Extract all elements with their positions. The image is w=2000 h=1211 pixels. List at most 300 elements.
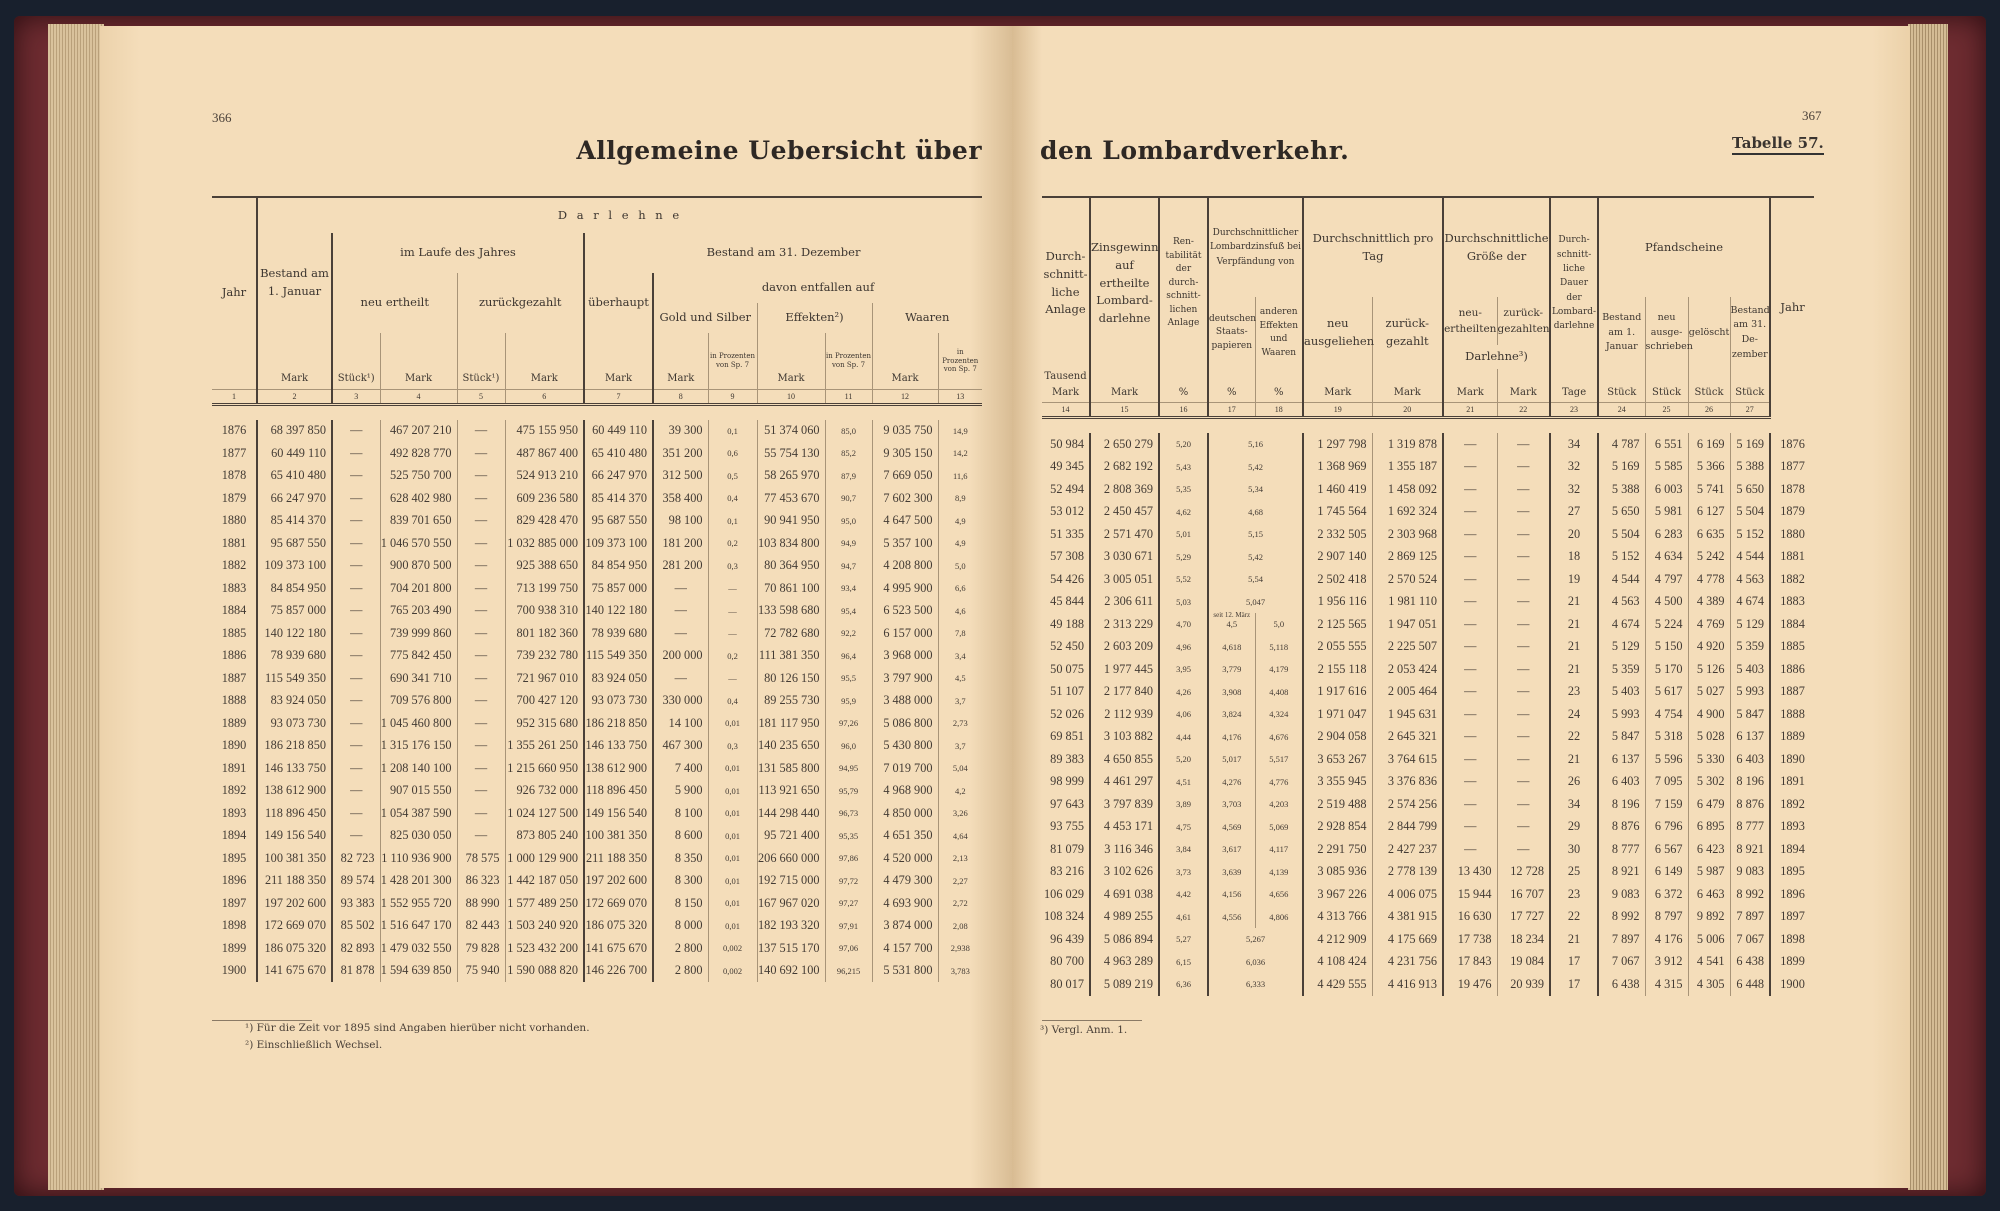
table-row <box>1042 636 1814 659</box>
value-cell: — <box>457 555 505 578</box>
value-cell <box>1598 726 1645 749</box>
table-row <box>212 510 982 533</box>
value-text: 1885 <box>1780 639 1805 654</box>
value-cell: — <box>708 622 757 645</box>
value-text: 4 541 <box>1696 954 1725 969</box>
value-cell <box>1688 928 1730 951</box>
column-number: 25 <box>1645 403 1688 418</box>
value-cell: 78 939 680 <box>257 645 332 668</box>
value-text: 19 476 <box>1457 976 1492 991</box>
value-cell: 1 054 387 590 <box>380 802 457 825</box>
value-cell: 4,64 <box>952 830 968 841</box>
value-cell <box>1208 523 1303 546</box>
value-text: 5 302 <box>1696 774 1725 789</box>
value-cell: 103 834 800 <box>757 532 825 555</box>
year-cell: 1879 <box>212 487 257 510</box>
value-cell: 93,4 <box>825 577 872 600</box>
value-cell <box>1497 456 1550 479</box>
value-cell <box>1688 681 1730 704</box>
value-cell <box>1090 658 1159 681</box>
value-text: 69 851 <box>1050 729 1084 744</box>
table-row <box>1042 906 1814 929</box>
value-text: 2 005 464 <box>1387 684 1438 699</box>
value-cell: 115 549 350 <box>257 667 332 690</box>
value-cell <box>1598 906 1645 929</box>
unit-mark: Mark <box>653 333 708 389</box>
header-im-laufe: im Laufe des Jahres <box>332 233 584 273</box>
year-cell: 1892 <box>212 780 257 803</box>
value-text: 4 500 <box>1654 594 1683 609</box>
value-text: 4,556 <box>1222 911 1242 922</box>
value-cell: — <box>457 577 505 600</box>
value-cell <box>1208 928 1303 951</box>
value-cell <box>1090 613 1159 636</box>
year-cell <box>1770 501 1814 524</box>
value-text: 4,62 <box>1176 506 1191 517</box>
value-text: — <box>1517 436 1530 451</box>
value-cell <box>1497 658 1550 681</box>
value-text: 2 225 507 <box>1387 639 1438 654</box>
value-text: — <box>1517 774 1530 789</box>
year-cell <box>1770 658 1814 681</box>
year-cell: 1889 <box>212 712 257 735</box>
value-cell: 1 046 570 550 <box>380 532 457 555</box>
year-cell <box>1770 771 1814 794</box>
value-cell: 72 782 680 <box>757 622 825 645</box>
value-cell: — <box>332 622 380 645</box>
value-text: 2 844 799 <box>1387 819 1438 834</box>
table-row <box>212 825 982 848</box>
value-text: 4,51 <box>1176 776 1191 787</box>
year-cell <box>1770 433 1814 456</box>
value-text: — <box>1464 706 1477 721</box>
value-text: 2 778 139 <box>1387 864 1438 879</box>
value-cell: 66 247 970 <box>584 465 653 488</box>
value-text: 1894 <box>1780 841 1805 856</box>
value-cell: 94,7 <box>825 555 872 578</box>
column-number: 17 <box>1208 403 1255 418</box>
unit-label: Stück <box>1730 369 1770 403</box>
value-text: 23 <box>1567 886 1581 901</box>
page-edges-left <box>48 24 104 1190</box>
value-cell <box>1303 726 1372 749</box>
value-cell: 109 373 100 <box>257 555 332 578</box>
value-cell <box>1303 793 1372 816</box>
value-text: 4,676 <box>1269 731 1289 742</box>
value-cell <box>1497 928 1550 951</box>
value-text: — <box>1464 504 1477 519</box>
value-text: 3 764 615 <box>1387 751 1438 766</box>
value-cell: — <box>332 600 380 623</box>
value-text: 5,20 <box>1176 754 1191 765</box>
value-cell <box>1443 546 1497 569</box>
value-text: 96 439 <box>1050 931 1084 946</box>
value-text: 5 847 <box>1736 706 1765 721</box>
value-cell <box>1159 681 1208 704</box>
value-cell: 5 357 100 <box>872 532 938 555</box>
value-cell <box>1598 681 1645 704</box>
value-cell: 89 255 730 <box>757 690 825 713</box>
value-text: 8 992 <box>1611 909 1640 924</box>
value-cell <box>1255 636 1303 659</box>
column-number: 27 <box>1730 403 1770 418</box>
value-cell <box>1303 816 1372 839</box>
value-cell: 192 715 000 <box>757 870 825 893</box>
year-cell <box>1770 546 1814 569</box>
value-cell <box>1730 973 1770 996</box>
column-number: 26 <box>1688 403 1730 418</box>
value-cell <box>1090 838 1159 861</box>
value-cell: 825 030 050 <box>380 825 457 848</box>
value-cell <box>1598 658 1645 681</box>
header-anlage: Durch-schnitt-liche Anlage <box>1042 197 1090 369</box>
value-text: 3,639 <box>1222 866 1242 877</box>
value-text: — <box>1517 526 1530 541</box>
table-row <box>212 645 982 668</box>
value-text: 1890 <box>1780 751 1805 766</box>
page-number-right: 367 <box>1802 108 1822 123</box>
value-text: 2 570 524 <box>1387 571 1438 586</box>
value-cell <box>1372 838 1443 861</box>
year-cell: 1898 <box>212 915 257 938</box>
value-cell <box>1042 906 1090 929</box>
value-cell <box>1443 523 1497 546</box>
value-cell <box>1255 703 1303 726</box>
value-cell <box>1598 501 1645 524</box>
header-pfand-geloescht: gelöscht <box>1688 297 1730 369</box>
value-cell: — <box>332 802 380 825</box>
value-cell: — <box>332 532 380 555</box>
value-text: 12 728 <box>1510 864 1545 879</box>
year-cell <box>1770 636 1814 659</box>
header-bestand-31dez: Bestand am 31. Dezember <box>706 245 861 260</box>
value-cell: — <box>457 532 505 555</box>
value-cell: 765 203 490 <box>380 600 457 623</box>
value-cell: 149 156 540 <box>257 825 332 848</box>
value-cell <box>1645 501 1688 524</box>
value-text: — <box>1464 459 1477 474</box>
value-cell <box>1208 433 1303 456</box>
value-cell <box>1598 951 1645 974</box>
value-cell: 0,5 <box>708 465 757 488</box>
value-text: 5 359 <box>1611 661 1640 676</box>
value-text: — <box>1517 639 1530 654</box>
year-cell <box>1770 883 1814 906</box>
value-text: 5,42 <box>1248 551 1263 562</box>
value-text: 6,36 <box>1176 979 1191 990</box>
value-cell: 92,2 <box>825 622 872 645</box>
value-cell: 90,7 <box>825 487 872 510</box>
value-cell <box>1688 568 1730 591</box>
value-cell <box>1372 883 1443 906</box>
value-cell: 4,6 <box>954 605 966 616</box>
value-cell <box>1645 816 1688 839</box>
year-cell <box>1770 861 1814 884</box>
column-number: 10 <box>757 389 825 404</box>
value-cell: — <box>332 645 380 668</box>
value-cell: 3 797 900 <box>872 667 938 690</box>
value-cell <box>1208 546 1303 569</box>
header-groesse: Durchschnittliche Größe der <box>1443 197 1550 297</box>
value-cell: 95,35 <box>825 825 872 848</box>
value-text: 4 429 555 <box>1317 976 1367 991</box>
value-text: 4,42 <box>1176 889 1191 900</box>
value-cell <box>1303 568 1372 591</box>
value-cell <box>1208 478 1303 501</box>
header-andere-effekten: anderen Effekten und Waaren <box>1255 297 1303 369</box>
value-text: 34 <box>1567 436 1581 451</box>
value-cell: 0,01 <box>708 892 757 915</box>
value-cell <box>1090 591 1159 614</box>
value-cell <box>1688 861 1730 884</box>
value-text: 20 <box>1567 526 1581 541</box>
value-cell: 1 024 127 500 <box>505 802 584 825</box>
column-number: 15 <box>1090 403 1159 418</box>
value-text: 5 388 <box>1736 459 1765 474</box>
value-cell <box>1255 658 1303 681</box>
value-cell: 7 400 <box>653 757 708 780</box>
value-cell: 2 800 <box>653 937 708 960</box>
value-cell: 115 549 350 <box>584 645 653 668</box>
value-cell: 1 215 660 950 <box>505 757 584 780</box>
value-cell: 51 374 060 <box>757 420 825 443</box>
value-text: 3 355 945 <box>1317 774 1367 789</box>
value-cell <box>1090 793 1159 816</box>
value-text: 8 777 <box>1736 819 1765 834</box>
header-neu-ertheilten: neu-ertheilten <box>1443 297 1497 345</box>
value-cell: — <box>457 780 505 803</box>
value-cell <box>1090 861 1159 884</box>
header-pfand-bestand-1jan: Bestand am 1. Januar <box>1598 297 1645 369</box>
value-cell <box>1550 568 1598 591</box>
table-row <box>1042 883 1814 906</box>
table-row <box>212 555 982 578</box>
table-row <box>212 712 982 735</box>
value-cell <box>1303 433 1372 456</box>
value-cell: 839 701 650 <box>380 510 457 533</box>
value-cell <box>1497 906 1550 929</box>
value-cell <box>1497 501 1550 524</box>
value-cell <box>1208 951 1303 974</box>
value-cell <box>1645 771 1688 794</box>
value-cell <box>1159 456 1208 479</box>
value-cell <box>1255 838 1303 861</box>
value-cell <box>1372 523 1443 546</box>
value-cell <box>1090 928 1159 951</box>
value-cell: 85 414 370 <box>257 510 332 533</box>
value-cell: 1 000 129 900 <box>505 847 584 870</box>
value-cell: — <box>332 510 380 533</box>
header-rentabilitaet: Ren-tabilität der durch-schnitt-lichen Anlage <box>1159 197 1208 369</box>
value-text: 2 112 939 <box>1104 706 1153 721</box>
table-row <box>1042 951 1814 974</box>
value-cell <box>1598 703 1645 726</box>
value-cell <box>1598 793 1645 816</box>
value-text: 9 083 <box>1611 886 1640 901</box>
value-cell: 0,2 <box>708 532 757 555</box>
table-row <box>1042 861 1814 884</box>
value-cell <box>1550 928 1598 951</box>
value-cell <box>1645 838 1688 861</box>
value-cell <box>1443 748 1497 771</box>
unit-label: % <box>1208 369 1255 403</box>
value-text: 3,95 <box>1176 664 1191 675</box>
value-cell: 775 842 450 <box>380 645 457 668</box>
value-text: 4,324 <box>1269 709 1289 720</box>
value-cell: 0,01 <box>708 915 757 938</box>
header-dauer: Durch-schnitt-liche Dauer der Lombard-darlehne <box>1550 197 1598 369</box>
value-cell: 4,9 <box>954 538 966 549</box>
value-text: 51 107 <box>1050 684 1084 699</box>
value-cell: — <box>708 600 757 623</box>
table-row <box>212 915 982 938</box>
value-text: 17 <box>1567 976 1581 991</box>
value-text: 5 169 <box>1736 436 1765 451</box>
value-cell <box>1497 771 1550 794</box>
value-text: 6 479 <box>1696 796 1725 811</box>
value-text: 3 376 836 <box>1387 774 1438 789</box>
value-cell: 4 995 900 <box>872 577 938 600</box>
value-cell: 713 199 750 <box>505 577 584 600</box>
value-cell: 206 660 000 <box>757 847 825 870</box>
column-number: 18 <box>1255 403 1303 418</box>
value-text: 1 981 110 <box>1388 594 1438 609</box>
value-text: 4 305 <box>1696 976 1725 991</box>
footnote-rule-right <box>1042 1020 1142 1021</box>
value-cell <box>1159 951 1208 974</box>
value-text: 21 <box>1567 661 1581 676</box>
value-cell: — <box>708 667 757 690</box>
value-cell <box>1645 636 1688 659</box>
value-cell <box>1550 546 1598 569</box>
table-row <box>1042 771 1814 794</box>
value-cell <box>1208 973 1303 996</box>
value-text: 9 083 <box>1736 864 1765 879</box>
year-cell: 1881 <box>212 532 257 555</box>
value-cell: 14,2 <box>952 448 968 459</box>
value-text: 5 617 <box>1654 684 1683 699</box>
value-cell <box>1372 478 1443 501</box>
value-cell <box>1645 973 1688 996</box>
value-cell: 182 193 320 <box>757 915 825 938</box>
value-cell: 85 502 <box>332 915 380 938</box>
value-cell <box>1303 658 1372 681</box>
value-cell <box>1645 793 1688 816</box>
value-cell <box>1372 501 1443 524</box>
value-cell <box>1497 568 1550 591</box>
value-text: 5,069 <box>1269 821 1289 832</box>
value-text: 5 126 <box>1696 661 1725 676</box>
value-cell: 1 503 240 920 <box>505 915 584 938</box>
unit-stueck: Stück¹) <box>332 333 380 389</box>
year-cell: 1897 <box>212 892 257 915</box>
value-cell <box>1090 726 1159 749</box>
value-text: 2 303 968 <box>1387 526 1438 541</box>
value-cell: 77 453 670 <box>757 487 825 510</box>
value-text: 4,26 <box>1176 686 1191 697</box>
value-text: 5,267 <box>1245 934 1266 945</box>
column-number: 19 <box>1303 403 1372 418</box>
value-cell: 739 232 780 <box>505 645 584 668</box>
value-cell: 0,2 <box>708 645 757 668</box>
value-cell: 96,215 <box>825 960 872 983</box>
value-text: 5 981 <box>1654 504 1683 519</box>
value-cell: — <box>332 735 380 758</box>
year-cell <box>1770 973 1814 996</box>
table-row <box>212 667 982 690</box>
value-text: 3,779 <box>1222 664 1242 675</box>
value-text: 4 315 <box>1654 976 1683 991</box>
value-cell <box>1159 703 1208 726</box>
value-text: 5 650 <box>1736 481 1765 496</box>
value-cell: 140 122 180 <box>257 622 332 645</box>
value-cell: 146 133 750 <box>257 757 332 780</box>
value-cell: — <box>457 645 505 668</box>
value-cell: 4,5 <box>954 673 966 684</box>
value-cell <box>1443 973 1497 996</box>
value-cell <box>1497 681 1550 704</box>
value-text: 4 778 <box>1696 571 1725 586</box>
value-text: 83 216 <box>1050 864 1084 879</box>
value-text: 5 150 <box>1654 639 1683 654</box>
value-text: 6 423 <box>1696 841 1725 856</box>
value-cell: 6,6 <box>954 583 966 594</box>
value-cell: 467 300 <box>653 735 708 758</box>
value-text: 5 169 <box>1611 459 1640 474</box>
value-cell <box>1372 658 1443 681</box>
value-cell: 487 867 400 <box>505 442 584 465</box>
value-cell <box>1208 456 1303 479</box>
column-number: 7 <box>584 389 653 404</box>
value-cell: — <box>332 555 380 578</box>
value-cell <box>1645 883 1688 906</box>
value-cell <box>1159 861 1208 884</box>
column-number: 6 <box>505 389 584 404</box>
value-cell <box>1730 906 1770 929</box>
value-cell <box>1550 636 1598 659</box>
value-cell <box>1497 523 1550 546</box>
value-cell <box>1303 613 1372 636</box>
value-cell <box>1645 861 1688 884</box>
value-cell: 1 208 140 100 <box>380 757 457 780</box>
value-cell <box>1550 501 1598 524</box>
value-text: 5 086 894 <box>1103 931 1153 946</box>
value-cell: 3,4 <box>954 650 966 661</box>
value-text: — <box>1517 594 1530 609</box>
value-cell: 7 602 300 <box>872 487 938 510</box>
value-text: 8 196 <box>1611 796 1640 811</box>
value-cell: 97,86 <box>825 847 872 870</box>
value-cell <box>1645 906 1688 929</box>
value-cell: 140 122 180 <box>584 600 653 623</box>
value-cell <box>1645 591 1688 614</box>
value-cell <box>1688 771 1730 794</box>
value-cell: — <box>332 420 380 443</box>
value-text: 5,517 <box>1269 754 1289 765</box>
value-text: 5 741 <box>1696 481 1725 496</box>
value-cell: 0,1 <box>708 420 757 443</box>
value-text: — <box>1517 549 1530 564</box>
value-text: — <box>1464 571 1477 586</box>
value-text: 5 318 <box>1654 729 1683 744</box>
value-cell <box>1443 658 1497 681</box>
value-cell <box>1550 838 1598 861</box>
value-cell: 3,783 <box>950 965 970 976</box>
value-text: 4,61 <box>1176 911 1191 922</box>
value-cell: 8 000 <box>653 915 708 938</box>
value-text: 80 700 <box>1050 954 1084 969</box>
loan-table-left <box>212 196 982 982</box>
